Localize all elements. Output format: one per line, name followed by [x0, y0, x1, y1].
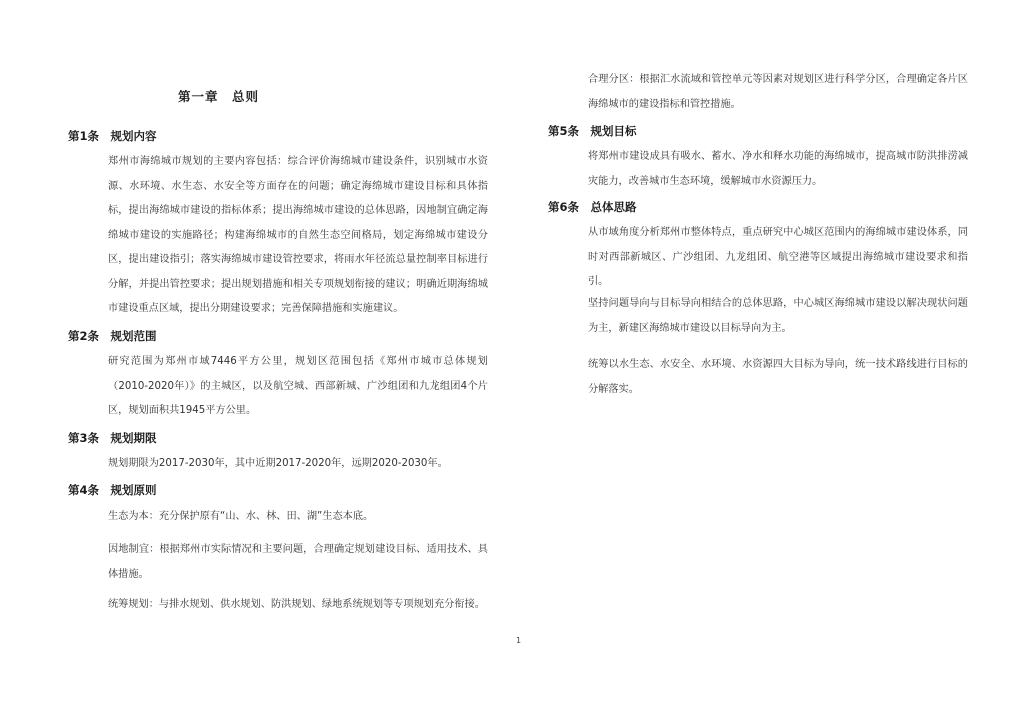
- article-2-heading: 第2条 规划范围: [68, 329, 157, 343]
- article-6-heading: 第6条 总体思路: [548, 200, 637, 214]
- article-5-heading: 第5条 规划目标: [548, 124, 637, 138]
- article-5-paragraph: 将郑州市建设成具有吸水、蓄水、净水和释水功能的海绵城市，提高城市防洪排涝减灾能力，改善城市生态环境，缓解城市水资源压力。: [588, 151, 968, 187]
- article-1-paragraph: 郑州市海绵城市规划的主要内容包括：综合评价海绵城市建设条件，识别城市水资源、水环境、水生态、水安全等方面存在的问题；确定海绵城市建设目标和具体指标，提出海绵城市建设的指标体系；提出海绵城市建设的总体思路，因地制宜确定海绵城市建设的实施路径；构建海绵城市的自然生态空间格局，划定海绵城市建设分区，提出建设指引；落实海绵城市建设管控要求，将雨水年径流总量控制率目标进行分解，并提出管控要求；提出规划措施和相关专项规划衔接的建议；明确近期海绵城市建设重点区域，提出分期建设要求；完善保障措施和实施建议。: [108, 156, 488, 314]
- article-6-paragraph-1: 从市域角度分析郑州市整体特点，重点研究中心城区范围内的海绵城市建设体系，同时对西部新城区、广沙组团、九龙组团、航空港等区域提出海绵城市建设要求和指引。: [588, 227, 968, 287]
- chapter-title: 第一章 总则: [178, 89, 260, 104]
- article-4-paragraph-2: 因地制宜：根据郑州市实际情况和主要问题，合理确定规划建设目标、适用技术、具体措施。: [108, 544, 488, 580]
- article-3-paragraph: 规划期限为2017-2030年，其中近期2017-2020年，远期2020-2030年。: [108, 458, 448, 469]
- continuation-paragraph: 合理分区：根据汇水流域和管控单元等因素对规划区进行科学分区，合理确定各片区海绵城市的建设指标和管控措施。: [588, 74, 968, 110]
- article-1-heading: 第1条 规划内容: [68, 129, 157, 143]
- page-number: 1: [516, 636, 522, 645]
- article-4-paragraph-3: 统筹规划：与排水规划、供水规划、防洪规划、绿地系统规划等专项规划充分衔接。: [108, 599, 485, 610]
- article-6-paragraph-3: 统筹以水生态、水安全、水环境、水资源四大目标为导向，统一技术路线进行目标的分解落实。: [588, 359, 968, 395]
- article-4-heading: 第4条 规划原则: [68, 483, 157, 497]
- article-6-paragraph-2: 坚持问题导向与目标导向相结合的总体思路，中心城区海绵城市建设以解决现状问题为主，新建区海绵城市建设以目标导向为主。: [588, 298, 968, 334]
- article-4-paragraph-1: 生态为本：充分保护原有“山、水、林、田、湖”生态本底。: [108, 511, 374, 522]
- article-2-paragraph: 研究范围为郑州市域7446平方公里，规划区范围包括《郑州市城市总体规划（2010-2020年）》的主城区，以及航空城、西部新城、广沙组团和九龙组团4个片区，规划面积共1945平方公里。: [108, 356, 488, 416]
- article-3-heading: 第3条 规划期限: [68, 431, 157, 445]
